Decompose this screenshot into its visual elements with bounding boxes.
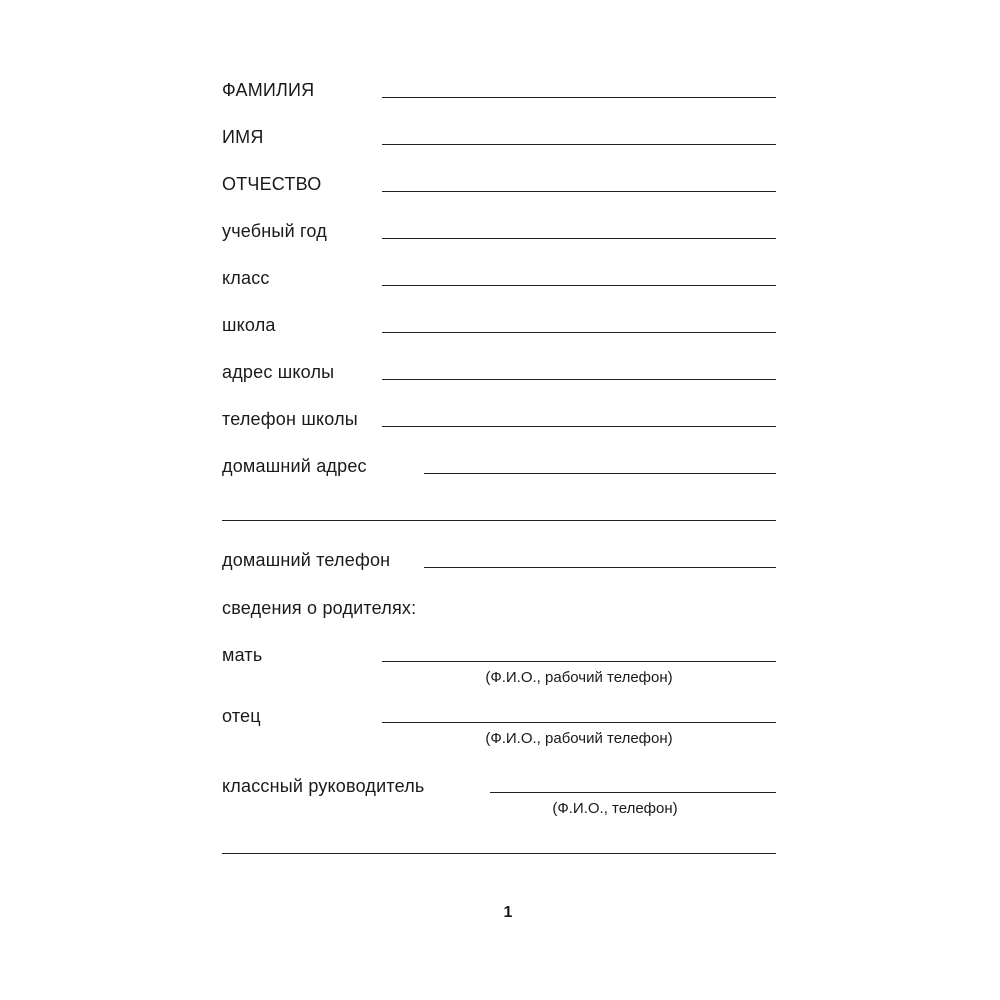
class-label: класс [222,268,270,288]
mother-field[interactable] [382,661,776,662]
teacher-label: классный руководитель [222,776,425,796]
class-field[interactable] [382,285,776,286]
school-address-field[interactable] [382,379,776,380]
school-phone-field[interactable] [382,426,776,427]
mother-label: мать [222,645,263,665]
teacher-caption: (Ф.И.О., телефон) [552,800,678,817]
home-phone-field[interactable] [424,567,776,568]
school-field[interactable] [382,332,776,333]
last-name-field[interactable] [382,97,776,98]
father-field[interactable] [382,722,776,723]
mother-caption: (Ф.И.О., рабочий телефон) [485,669,673,686]
school-year-label: учебный год [222,221,327,241]
first-name-label: ИМЯ [222,127,264,147]
father-caption: (Ф.И.О., рабочий телефон) [485,730,673,747]
last-name-label: ФАМИЛИЯ [222,80,315,100]
parents-heading: сведения о родителях: [222,598,417,618]
home-address-field[interactable] [424,473,776,474]
home-address-label: домашний адрес [222,456,367,476]
first-name-field[interactable] [382,144,776,145]
school-phone-label: телефон школы [222,409,358,429]
home-phone-label: домашний телефон [222,550,391,570]
father-label: отец [222,706,261,726]
patronymic-label: ОТЧЕСТВО [222,174,322,194]
teacher-field[interactable] [490,792,776,793]
patronymic-field[interactable] [382,191,776,192]
school-label: школа [222,315,276,335]
school-year-field[interactable] [382,238,776,239]
home-address-field-continued[interactable] [222,520,776,521]
bottom-extra-field[interactable] [222,853,776,854]
school-address-label: адрес школы [222,362,335,382]
page-number: 1 [503,904,513,921]
